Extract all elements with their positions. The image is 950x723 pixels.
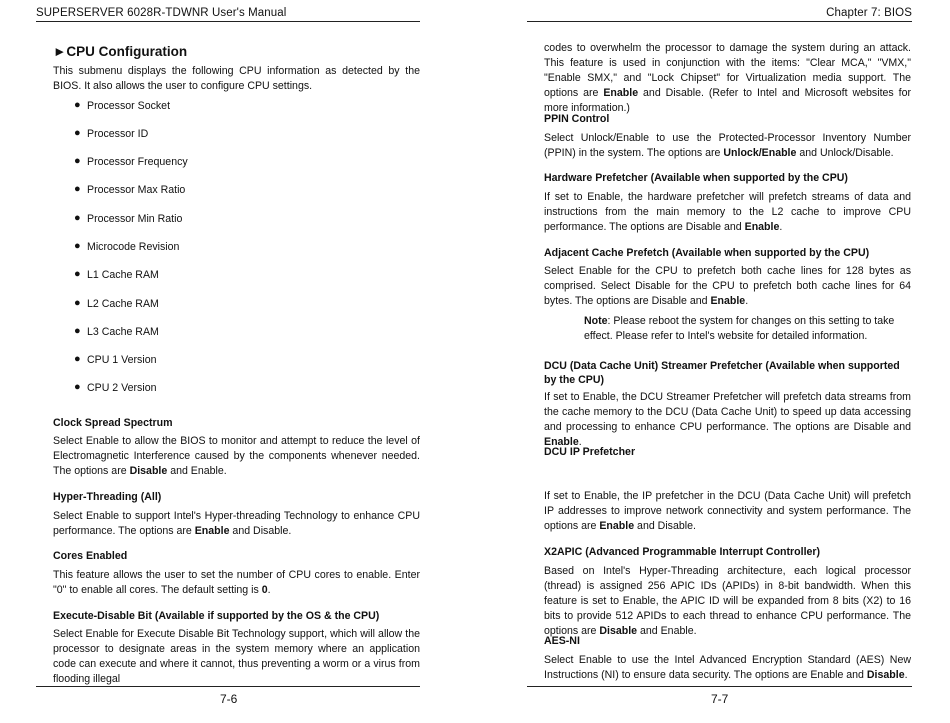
heading-dcu-ip: DCU IP Prefetcher xyxy=(544,446,636,458)
page-number-left: 7-6 xyxy=(220,692,238,706)
paragraph-aes-ni: Select Enable to use the Intel Advanced Encryption Standard (AES) New Instructions (NI) to ensure data security. The options are Enable and Disable. xyxy=(544,654,911,681)
paragraph-dcu-streamer: If set to Enable, the DCU Streamer Prefetcher will prefetch data streams from the cache memory to the DCU (Data Cache Unit) to speed up data accessing and processing to enhance CPU performance. The options are Disable and Enable. xyxy=(544,391,911,448)
heading-execute-disable: Execute-Disable Bit (Available if supported by the OS & the CPU) xyxy=(53,610,380,622)
paragraph-x2apic: Based on Intel's Hyper-Threading architecture, each logical processor (thread) is assigned 256 APIC IDs (APIDs) in 8-bit bandwidth. When this feature is set to Enable, the APIC ID will be expanded from 8 bits (X2) to 16 bits to provide 512 APIDs to each thread to enhance CPU performance. The options are Disable and Enable. xyxy=(544,565,911,637)
right-page xyxy=(475,0,950,723)
paragraph-hyper-threading: Select Enable to support Intel's Hyper-threading Technology to enhance CPU performance. The options are Enable and Disable. xyxy=(53,510,420,537)
left-page: SUPERSERVER 6028R-TDWNR User's Manual ►CPU Configuration This submenu displays the following CPU information as detected by the BIOS. It also allows the user to configure CPU settings. ● Processor Socket ● Processor ID ● Processor Frequency ● Processor Max Ratio ● Processor Min Ratio ● Microcode Revision ● L1 Cache RAM ● L2 Cache RAM ● L3 Cache RAM ● CPU 1 Version ● CPU 2 Version Clock Spread Spectrum Select Enable to allow the BIOS to monitor and attempt to reduce the level of Electromagnetic Interference caused by the components whenever needed. The options are Disable and Enable. Hyper-Threading (All) Select Enable to support Intel's Hyper-threading Technology to enhance CPU performance. The options are Enable and Disable. Cores Enabled This feature allows the user to set the number of CPU cores to enable. Enter "0" to enable all cores. The default setting is 0. Execute-Disable Bit (Available if supported by the OS & the CPU) Select Enable for Execute Disable Bit Technology support, which will allow the processor to designate areas in the system memory where an application code can execute and where it cannot, thus preventing a worm or a virus from flooding illegal 7-6 xyxy=(36,7,420,706)
paragraph-hardware-prefetcher: If set to Enable, the hardware prefetcher will prefetch streams of data and instructions from the main memory to the L2 cache to improve CPU performance. The options are Disable and Enable. xyxy=(544,191,911,233)
footer-rule-left xyxy=(36,686,420,687)
paragraph-ppin-control: Select Unlock/Enable to use the Protected-Processor Inventory Number (PPIN) in the system. The options are Unlock/Enable and Unlock/Disable. xyxy=(544,132,911,159)
footer-rule-right xyxy=(527,686,912,687)
heading-dcu-streamer: DCU (Data Cache Unit) Streamer Prefetcher (Available when supported by the CPU) xyxy=(544,360,900,386)
heading-hyper-threading: Hyper-Threading (All) xyxy=(53,491,162,503)
header-rule-right xyxy=(527,21,912,22)
running-header-right: Chapter 7: BIOS xyxy=(826,7,912,19)
intro-paragraph: This submenu displays the following CPU information as detected by the BIOS. It also allows the user to configure CPU settings. xyxy=(53,65,420,92)
heading-aes-ni: AES-NI xyxy=(544,635,580,647)
heading-cores-enabled: Cores Enabled xyxy=(53,550,128,562)
heading-clock-spread: Clock Spread Spectrum xyxy=(53,417,173,429)
heading-ppin-control: PPIN Control xyxy=(544,113,610,125)
heading-hardware-prefetcher: Hardware Prefetcher (Available when supported by the CPU) xyxy=(544,172,848,184)
paragraph-continued: codes to overwhelm the processor to damage the system during an attack. This feature is used in conjunction with the items: "Clear MCA," "VMX," "Enable SMX," and "Lock Chipset" for Virtualization media support. The options are Enable and Disable. (Refer to Intel and Microsoft websites for more information.) xyxy=(544,42,911,114)
paragraph-adjacent-cache: Select Enable for the CPU to prefetch both cache lines for 128 bytes as comprised. Select Disable for the CPU to prefetch both cache lines for 64 bytes. The options are Disable and Enable. xyxy=(544,265,911,307)
section-title: ►CPU Configuration xyxy=(53,44,188,59)
paragraph-execute-disable: Select Enable for Execute Disable Bit Technology support, which will allow the processor to designate areas in the system memory where an application code can execute and where it cannot, thus preventing a worm or a virus from flooding illegal xyxy=(53,628,420,685)
paragraph-clock-spread: Select Enable to allow the BIOS to monitor and attempt to reduce the level of Electromagnetic Interference caused by the components whenever needed. The options are Disable and Enable. xyxy=(53,435,420,477)
header-rule-left xyxy=(36,21,420,22)
note-reboot: Note: Please reboot the system for changes on this setting to take effect. Please refer to Intel's website for detailed information. xyxy=(584,315,895,342)
paragraph-dcu-ip: If set to Enable, the IP prefetcher in the DCU (Data Cache Unit) will prefetch IP addresses to improve network connectivity and system performance. The options are Enable and Disable. xyxy=(544,490,911,532)
paragraph-cores-enabled: This feature allows the user to set the number of CPU cores to enable. Enter "0" to enable all cores. The default setting is 0. xyxy=(53,569,420,596)
running-header-left: SUPERSERVER 6028R-TDWNR User's Manual xyxy=(36,7,287,19)
heading-x2apic: X2APIC (Advanced Programmable Interrupt Controller) xyxy=(544,546,821,558)
page-number-right: 7-7 xyxy=(711,692,729,706)
heading-adjacent-cache: Adjacent Cache Prefetch (Available when supported by the CPU) xyxy=(544,247,870,259)
